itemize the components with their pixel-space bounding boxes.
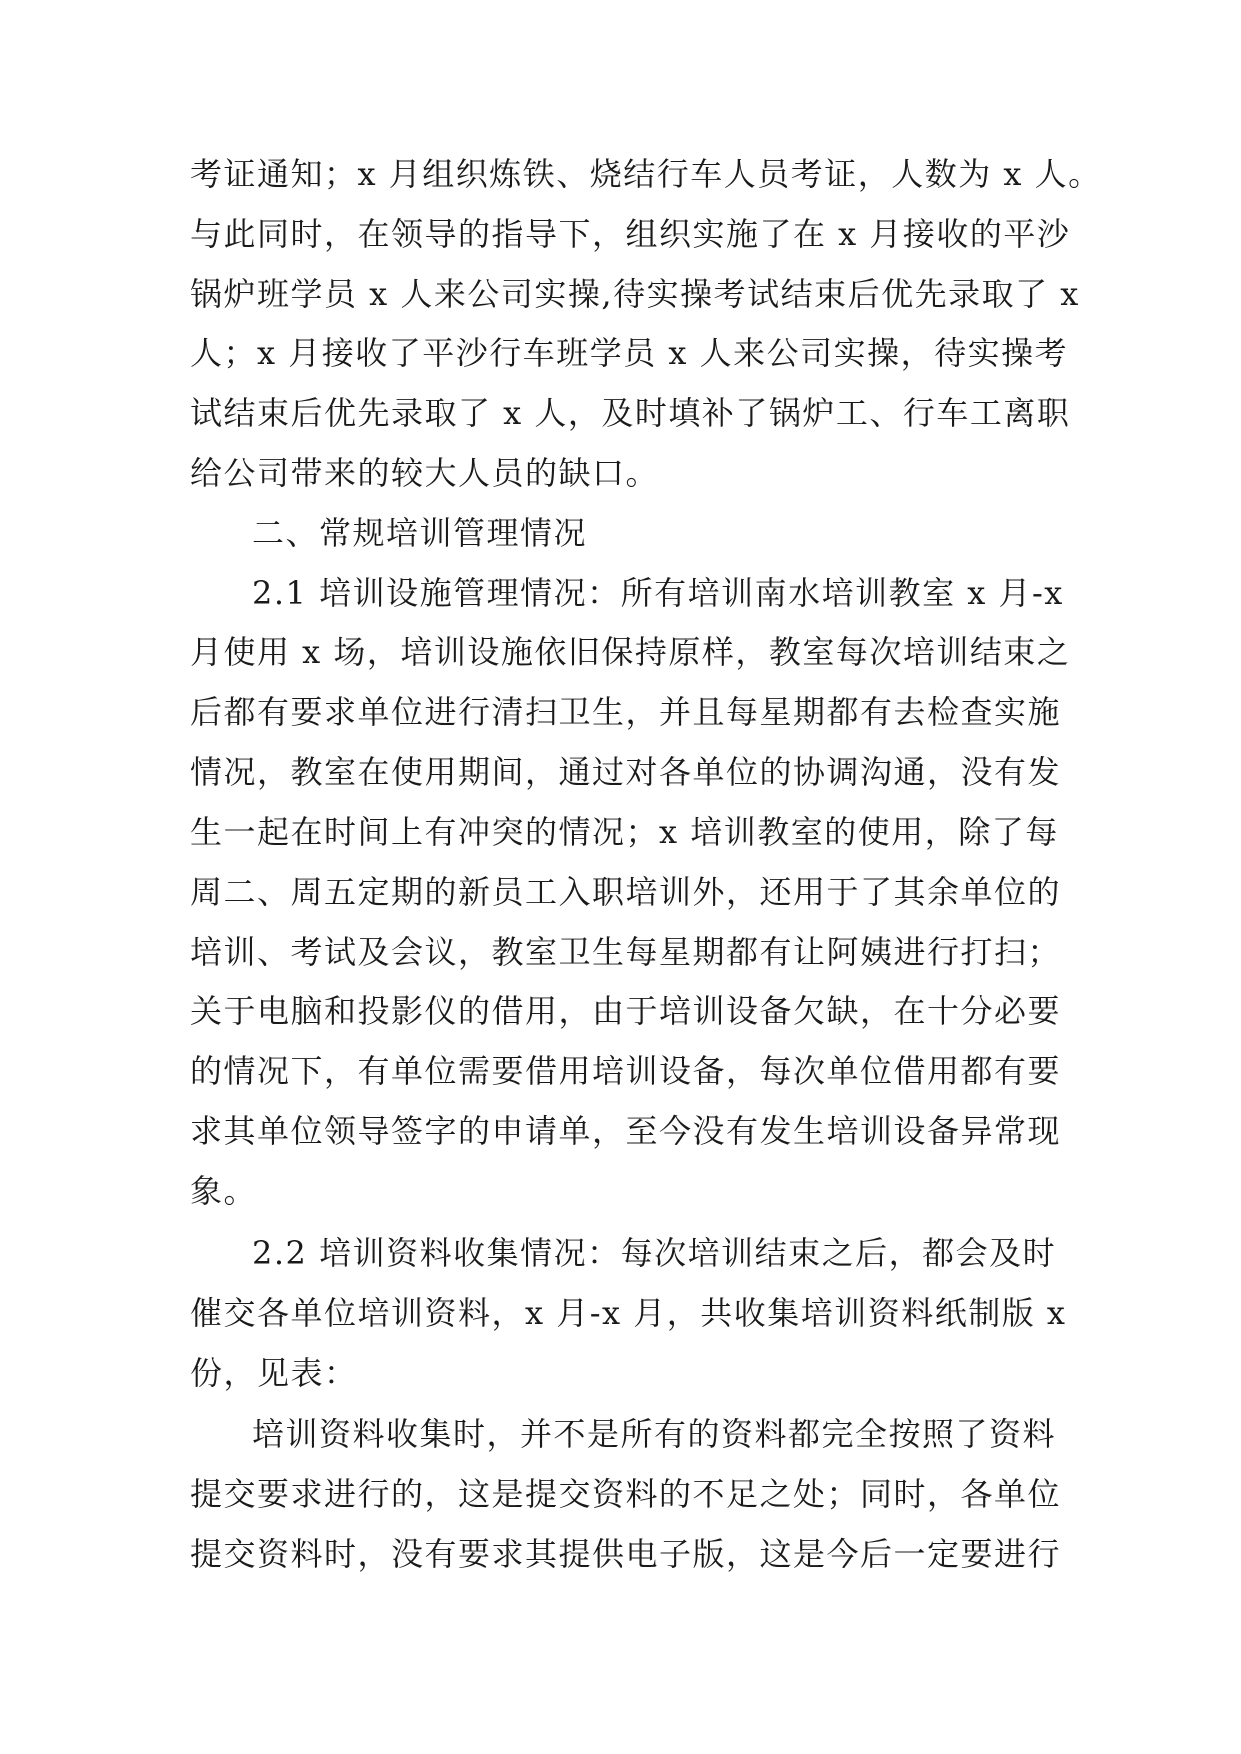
paragraph-start: 培训资料收集时，并不是所有的资料都完全按照了资料 — [252, 1415, 1057, 1453]
text-line: 生一起在时间上有冲突的情况；x 培训教室的使用，除了每 — [190, 813, 1059, 851]
text-line: 提交资料时，没有要求其提供电子版，这是今后一定要进行 — [190, 1535, 1062, 1573]
text-line: 培训、考试及会议，教室卫生每星期都有让阿姨进行打扫； — [190, 933, 1062, 971]
text-line: 情况，教室在使用期间，通过对各单位的协调沟通，没有发 — [190, 753, 1062, 791]
text-line: 份，见表： — [190, 1354, 358, 1392]
text-line: 锅炉班学员 x 人来公司实操,待实操考试结束后优先录取了 x — [190, 275, 1080, 313]
subsection-heading: 2.2 培训资料收集情况：每次培训结束之后，都会及时 — [252, 1234, 1057, 1272]
text-line: 人；x 月接收了平沙行车班学员 x 人来公司实操，待实操考 — [190, 334, 1069, 372]
text-line: 提交要求进行的，这是提交资料的不足之处；同时，各单位 — [190, 1475, 1062, 1513]
text-line: 后都有要求单位进行清扫卫生，并且每星期都有去检查实施 — [190, 693, 1062, 731]
text-line: 考证通知；x 月组织炼铁、烧结行车人员考证，人数为 x 人。 — [190, 155, 1102, 193]
section-heading: 二、常规培训管理情况 — [252, 514, 588, 552]
text-line: 给公司带来的较大人员的缺口。 — [190, 454, 660, 492]
text-line: 试结束后优先录取了 x 人，及时填补了锅炉工、行车工离职 — [190, 394, 1071, 432]
text-line: 的情况下，有单位需要借用培训设备，每次单位借用都有要 — [190, 1052, 1062, 1090]
text-line: 周二、周五定期的新员工入职培训外，还用于了其余单位的 — [190, 873, 1062, 911]
text-line: 与此同时，在领导的指导下，组织实施了在 x 月接收的平沙 — [190, 215, 1071, 253]
text-line: 关于电脑和投影仪的借用，由于培训设备欠缺，在十分必要 — [190, 992, 1062, 1030]
text-line: 月使用 x 场，培训设施依旧保持原样，教室每次培训结束之 — [190, 633, 1071, 671]
text-line: 催交各单位培训资料，x 月-x 月，共收集培训资料纸制版 x — [190, 1294, 1067, 1332]
text-line: 象。 — [190, 1172, 258, 1210]
subsection-heading: 2.1 培训设施管理情况：所有培训南水培训教室 x 月-x — [252, 574, 1064, 612]
text-line: 求其单位领导签字的申请单，至今没有发生培训设备异常现 — [190, 1112, 1062, 1150]
